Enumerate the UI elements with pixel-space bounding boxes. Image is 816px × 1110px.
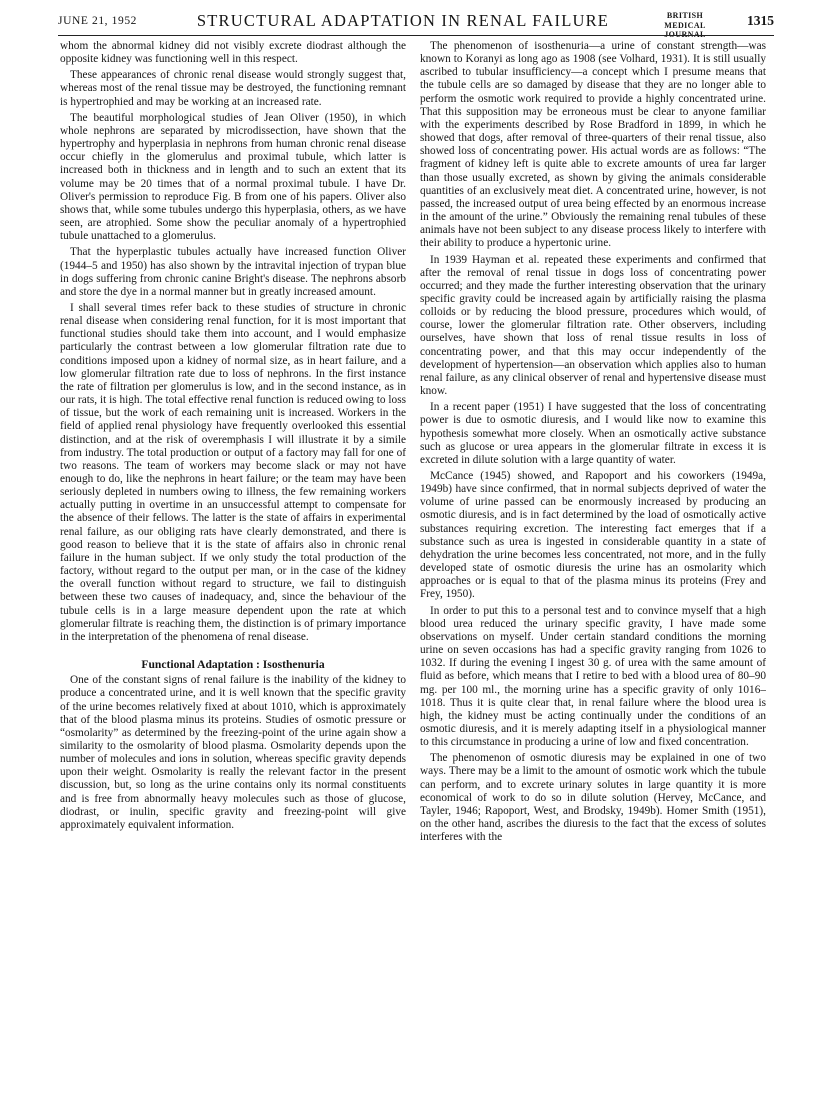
running-header bbox=[58, 10, 774, 39]
journal-name-line-1: BRITISH bbox=[666, 11, 704, 20]
paragraph: One of the constant signs of renal failure is the inability of the kidney to produce a concentrated urine, and it is well known that the specific gravity of the urine becomes relatively fixed at about 1010, which is approximately that of the blood plasma minus its proteins. Studies of osmotic pressure or “osmolarity” as determined by the freezing-point of the urine again show a similarity to the osmolarity of blood plasma. Osmolarity depends upon the number of molecules and ions in solution, whereas specific gravity depends upon their weight. Osmolarity is really the relevant factor in the present discussion, but, so long as the urine contains only its normal constituents and is free from abnormally heavy molecules such as those of glucose, diodrast, or inulin, specific gravity and freezing-point will give approximately equivalent information. bbox=[60, 674, 406, 831]
paragraph: That the hyperplastic tubules actually have increased function Oliver (1944–5 and 1950) has also shown by the intravital injection of trypan blue in dogs suffering from chronic canine Bright's disease. The nephrons absorb and store the dye in a normal manner but in greatly increased amount. bbox=[60, 246, 406, 298]
right-column bbox=[420, 40, 766, 1100]
left-column bbox=[60, 40, 406, 1100]
paragraph: In 1939 Hayman et al. repeated these experiments and confirmed that after the removal of renal tissue in dogs loss of concentrating power occurred; and they made the further interesting observation that the urinary specific gravity could be increased again by artificially raising the plasma colloids or by reducing the blood pressure, procedures which would, of course, lower the glomerular filtration rate. Other observers, including ourselves, have shown that loss of renal tissue results in loss of concentrating power, and that this may occur independently of the development of hypertension—an observation which applies also to human renal failure, as any clinical observer of renal and hypertensive disease must know. bbox=[420, 253, 766, 398]
journal-name-line-2: MEDICAL JOURNAL bbox=[664, 20, 706, 39]
page-number: 1315 bbox=[747, 13, 774, 28]
paragraph: I shall several times refer back to these studies of structure in chronic renal disease when considering renal function, for it is most important that functional studies should take them into account, and I would emphasize particularly the contrast between a low glomerular filtration rate due to conditions imposed upon a kidney of normal size, as in heart failure, and a low glomerular filtration rate due to loss of nephrons. In the first instance the rate of filtration per glomerulus is low, and in the second instance, as in our rats, it is high. The total effective renal function is reduced owing to loss of tissue, but the work of each remaining unit is increased. Workers in the field of applied renal physiology have frequently overlooked this essential distinction, and at the risk of overemphasis I will illustrate it by a simile from industry. The total production or output of a factory may fall for one of two reasons. The team of workers may become slack or may not have enough to do, like the nephrons in heart failure; or the team may have been seriously depleted in numbers owing to illness, the few remaining workers actually putting in overtime in an unsuccessful attempt to compensate for the absence of their fellows. The latter is the state of affairs in experimental renal failure, as our obliging rats have clearly demonstrated, and there is good reason to believe that it is the state of affairs also in chronic renal failure in the human subject. If we only study the total production of the factory, without regard to the output per man, or in the case of the kidney the overall function without regard to structure, we fail to distinguish between these two causes of inadequacy, and, since the behaviour of the tubule cells is in a large measure dependent upon the rate at which glomerular filtrate is reaching them, the distinction is of primary importance in the interpretation of the phenomena of renal disease. bbox=[60, 301, 406, 643]
issue-date: JUNE 21, 1952 bbox=[58, 15, 138, 27]
paragraph: The beautiful morphological studies of Jean Oliver (1950), in which whole nephrons are separated by microdissection, have shown that the hypertrophy and hyperplasia in nephrons from human chronic renal disease occur chiefly in the glomerulus and proximal tubule, which latter is increased both in thickness and in length and to such an extent that its volume may be 20 times that of a normal proximal tubule. I have Dr. Oliver's permission to reproduce Fig. B from one of his papers. Oliver also shows that, while some tubules undergo this hyperplasia, others, as we have seen, are atrophied. Some show the peculiar anomaly of a hypertrophied tubule unattached to a glomerulus. bbox=[60, 111, 406, 243]
paragraph: These appearances of chronic renal disease would strongly suggest that, whereas most of the renal tissue may be destroyed, the functioning remnant is hypertrophied and may be working at an increased rate. bbox=[60, 69, 406, 108]
paragraph: In a recent paper (1951) I have suggested that the loss of concentrating power is due to osmotic diuresis, and I would like now to examine this hypothesis somewhat more closely. When an osmotically active substance such as glucose or urea appears in the glomerular filtrate in excess it is excreted in dilute solution with a large quantity of water. bbox=[420, 401, 766, 466]
running-title: STRUCTURAL ADAPTATION IN RENAL FAILURE bbox=[196, 11, 610, 30]
paragraph: McCance (1945) showed, and Rapoport and his coworkers (1949a, 1949b) have since confirmed, that in normal subjects deprived of water the volume of urine passed can be enormously increased by producing an osmotic diuresis, and is in fact determined by the load of osmotically active substances requiring excretion. The interesting fact emerges that if a substance such as urea is ingested in considerable quantity in a state of dehydration the urine becomes less concentrated, not more, and in the fully developed state of osmotic diuresis the urine has an osmolarity which approaches or is equal to that of the plasma minus its proteins (Frey and Frey, 1950). bbox=[420, 470, 766, 601]
paragraph: The phenomenon of osmotic diuresis may be explained in one of two ways. There may be a limit to the amount of osmotic work which the tubule can perform, and to excrete urinary solutes in large quantity it is more economical of work to do so in dilute solution (Hervey, McCance, and Tayler, 1946; Rapoport, West, and Brodsky, 1949b). Homer Smith (1951), on the other hand, ascribes the diuresis to the fact that the excess of solutes interferes with the bbox=[420, 752, 766, 844]
paragraph: whom the abnormal kidney did not visibly excrete diodrast although the opposite kidney was functioning well in this respect. bbox=[60, 40, 406, 66]
paragraph: The phenomenon of isosthenuria—a urine of constant strength—was known to Koranyi as long ago as 1908 (see Volhard, 1931). It is still usually ascribed to tubular insufficiency—a concept which I presume means that the tubule cells are so damaged by disease that they are no longer able to perform the osmotic work required to provide a highly concentrated urine. That this supposition may be erroneous must be clear to anyone familiar with the experiments described by Rose Bradford in 1899, in which he showed that dogs, after removal of three-quarters of their renal tissue, also showed loss of concentrating power. His actual words are as follows: “The fragment of kidney left is quite able to excrete amounts of urea far larger than those usually excreted, as shown by giving the animals considerable quantities of an exclusively meat diet. A concentrated urine, however, is not passed, the increased output of urea being effected by an enormous increase in the amount of the urine.” Obviously the remaining renal tubules of these animals have not been subject to any disease process likely to interfere with their ability to produce a hypertonic urine. bbox=[420, 40, 766, 250]
paragraph: In order to put this to a personal test and to convince myself that a high blood urea reduced the urinary specific gravity, I have made some observations on myself. Under certain standard conditions the morning urine on seven occasions has had a specific gravity ranging from 1026 to 1032. If during the evening I ingest 30 g. of urea with the same amount of fluid as before, which means that I retire to bed with a blood urea of 80–90 mg. per 100 ml., the morning urine has a specific gravity of only 1016–1018. Thus it is quite clear that, in renal failure where the blood urea is high, the kidney must be acting continually under the conditions of an osmotic diuresis, and it is merely adapting itself in a physiological manner to this circumstance in producing a urine of low and fixed concentration. bbox=[420, 604, 766, 749]
section-heading: Functional Adaptation : Isosthenuria bbox=[141, 658, 325, 672]
header-rule bbox=[58, 35, 774, 36]
